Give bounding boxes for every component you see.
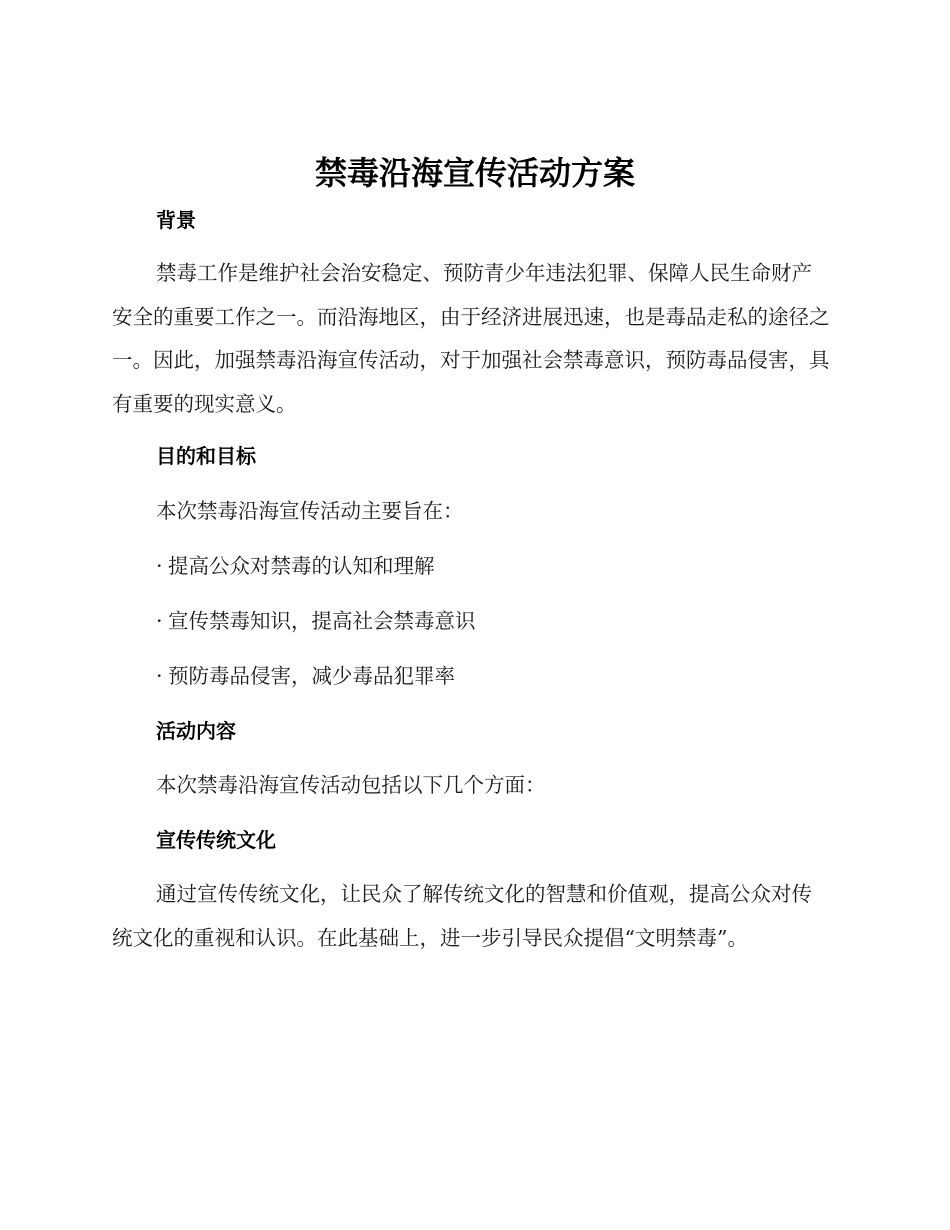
- list-item-text: 提高公众对禁毒的认知和理解: [168, 554, 435, 578]
- document-title: 禁毒沿海宣传活动方案: [314, 154, 635, 192]
- bullet-marker: ·: [156, 664, 163, 688]
- list-item: [156, 552, 435, 580]
- heading-content: 活动内容: [156, 719, 236, 743]
- paragraph-tradition: 通过宣传传统文化，让民众了解传统文化的智慧和价值观，提高公众对传统文化的重视和认识。在此基础上，进一步引导民众提倡“文明禁毒”。: [112, 882, 812, 950]
- list-item: [156, 662, 455, 690]
- heading-goals: 目的和目标: [156, 444, 256, 468]
- goals-intro: 本次禁毒沿海宣传活动主要旨在：: [156, 499, 464, 523]
- list-item: [156, 607, 476, 635]
- heading-background: 背景: [156, 208, 196, 232]
- heading-tradition: 宣传传统文化: [156, 828, 276, 852]
- list-item-text: 预防毒品侵害，减少毒品犯罪率: [168, 664, 455, 688]
- bullet-marker: ·: [156, 609, 163, 633]
- list-item-text: 宣传禁毒知识，提高社会禁毒意识: [168, 609, 476, 633]
- bullet-marker: ·: [156, 554, 163, 578]
- paragraph-background: 禁毒工作是维护社会治安稳定、预防青少年违法犯罪、保障人民生命财产安全的重要工作之一。而沿海地区，由于经济进展迅速，也是毒品走私的途径之一。因此，加强禁毒沿海宣传活动，对于加强社会禁毒意识，预防毒品侵害，具有重要的现实意义。: [112, 261, 830, 416]
- content-intro: 本次禁毒沿海宣传活动包括以下几个方面：: [156, 773, 546, 797]
